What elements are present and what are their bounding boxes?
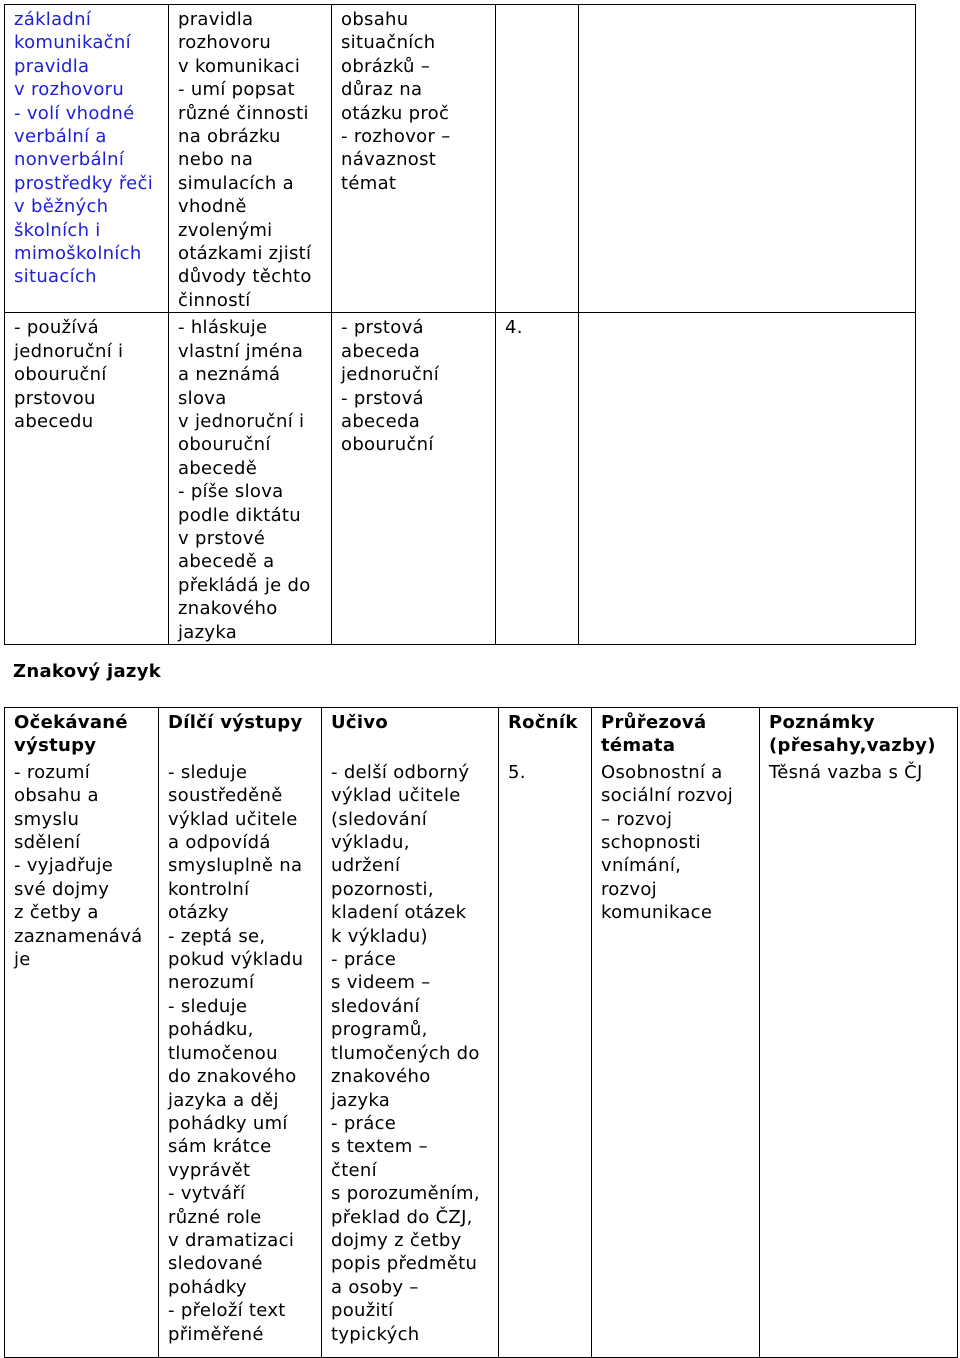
table-row [5,5,916,313]
header-cross-topics: Průřezová témata [592,708,760,758]
partial-output-cell: pravidla rozhovoru v komunikaci - umí popsat různé činnosti na obrázku nebo na simulacích a vhodně zvolenými otázkami zjistí důvody těchto činností [169,5,332,313]
table-header-row [5,708,958,758]
curriculum-cell: - prstová abeceda jednoruční - prstová abeceda obouruční [332,313,496,645]
section-heading: Znakový jazyk [13,661,161,682]
curriculum-cell: obsahu situačních obrázků – důraz na otázku proč - rozhovor – návaznost témat [332,5,496,313]
table-row [5,758,958,1358]
header-expected-outputs: Očekávané výstupy [5,708,159,758]
header-notes: Poznámky (přesahy,vazby) [760,708,958,758]
header-grade: Ročník [499,708,592,758]
notes-cell: Těsná vazba s ČJ [760,758,958,1358]
grade-cell: 5. [499,758,592,1358]
table-row [5,313,916,645]
header-curriculum: Učivo [322,708,499,758]
notes-cell [579,313,916,645]
expected-output-cell: - rozumí obsahu a smyslu sdělení - vyjadřuje své dojmy z četby a zaznamenává je [5,758,159,1358]
curriculum-cell: - delší odborný výklad učitele (sledování výkladu, udržení pozornosti, kladení otázek k výkladu) - práce s videem – sledování programů, tlumočených do znakového jazyka - práce s textem – čtení s porozuměním, překlad do ČZJ, dojmy z četby popis předmětu a osoby – použití typických [322,758,499,1358]
grade-cell: 4. [496,313,579,645]
header-partial-outputs: Dílčí výstupy [159,708,322,758]
notes-cell [579,5,916,313]
expected-output-cell: základní komunikační pravidla v rozhovoru - volí vhodné verbální a nonverbální prostředky řeči v běžných školních i mimoškolních situacích [5,5,169,313]
expected-output-cell: - používá jednoruční i obouruční prstovou abecedu [5,313,169,645]
cross-topics-cell: Osobnostní a sociální rozvoj – rozvoj schopnosti vnímání, rozvoj komunikace [592,758,760,1358]
table-znakovy-jazyk [4,707,958,1358]
grade-cell [496,5,579,313]
partial-output-cell: - hláskuje vlastní jména a neznámá slova v jednoruční i obouruční abecedě - píše slova podle diktátu v prstové abecedě a překládá je do znakového jazyka [169,313,332,645]
table-ocekavane-vystupy-continued [4,4,916,645]
partial-output-cell: - sleduje soustředěně výklad učitele a odpovídá smysluplně na kontrolní otázky - zeptá se, pokud výkladu nerozumí - sleduje pohádku, tlumočenou do znakového jazyka a děj pohádky umí sám krátce vyprávět - vytváří různé role v dramatizaci sledované pohádky - přeloží text přiměřené [159,758,322,1358]
